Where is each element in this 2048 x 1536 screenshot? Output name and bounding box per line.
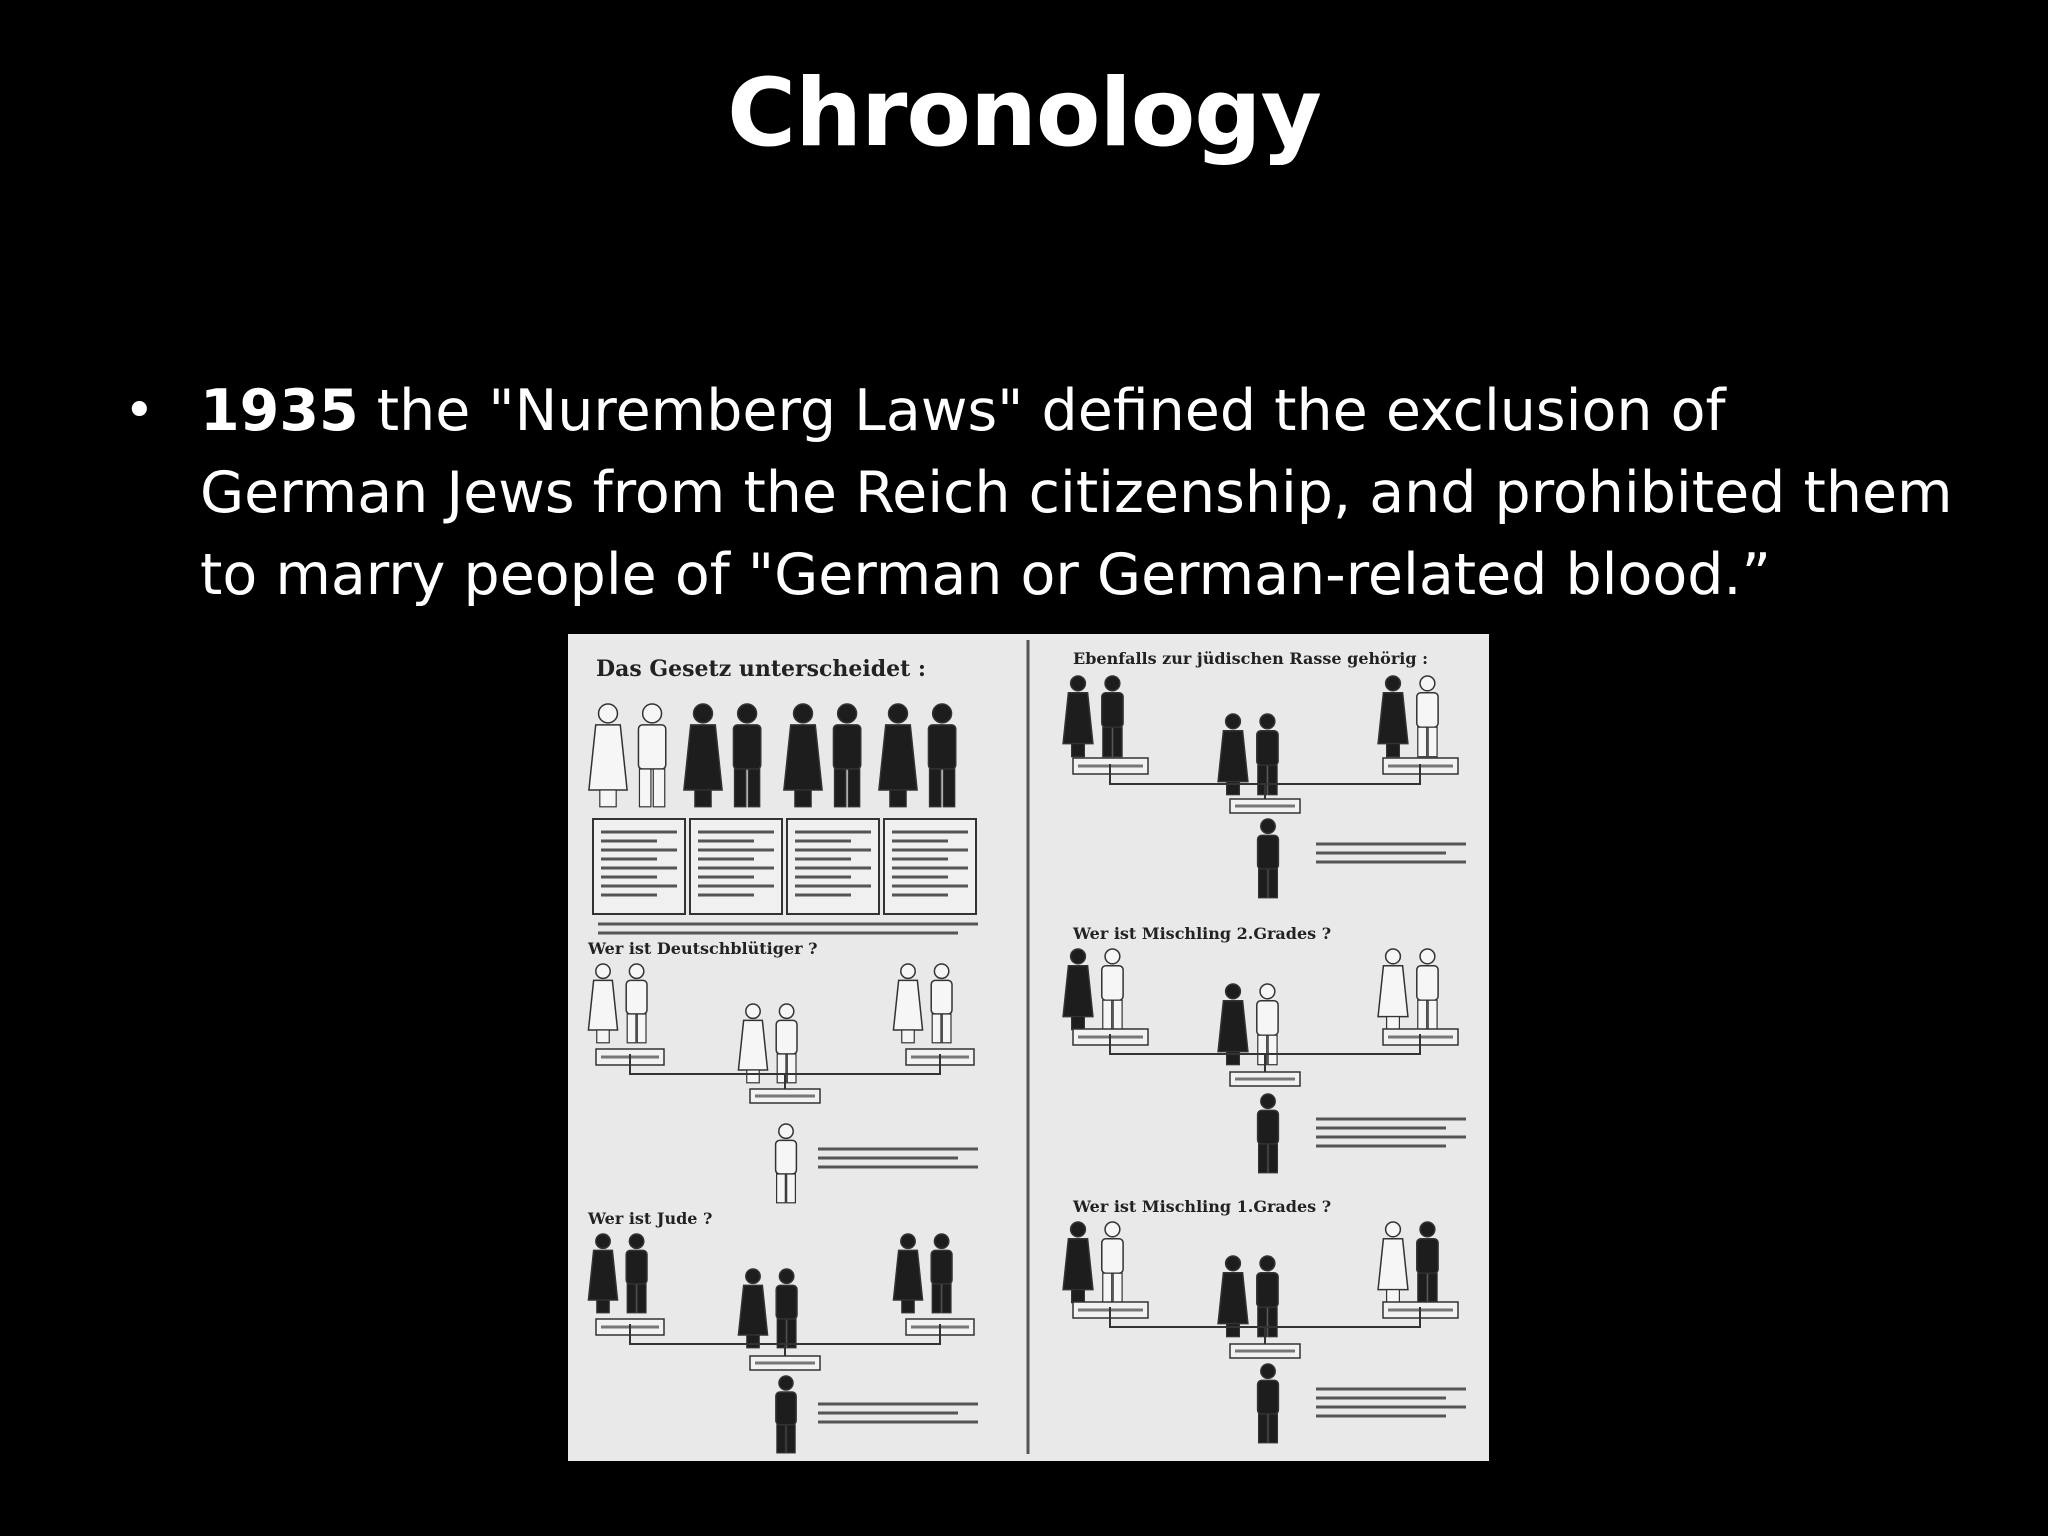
person-figure-body: [1258, 1380, 1279, 1414]
person-figure-legs: [1269, 1414, 1278, 1443]
person-figure-body: [893, 1250, 922, 1300]
person-figure-head: [1420, 676, 1435, 691]
person-figure-head: [643, 704, 662, 723]
bullet-item: [124, 370, 1954, 616]
person-figure-legs: [777, 1425, 786, 1453]
person-figure-head: [838, 704, 857, 723]
chart-section-jude: Wer ist Jude ?: [588, 1209, 713, 1228]
person-figure-legs: [848, 769, 859, 807]
person-figure-head: [1105, 1222, 1120, 1237]
person-figure-legs: [597, 1030, 609, 1043]
person-figure-body: [1218, 1273, 1248, 1324]
person-figure-head: [746, 1004, 760, 1018]
person-figure-body: [931, 980, 952, 1014]
person-figure-body: [1258, 1110, 1279, 1144]
person-figure-legs: [1268, 1307, 1277, 1337]
person-figure-head: [1226, 1256, 1241, 1271]
person-figure-legs: [1418, 727, 1427, 757]
person-figure-head: [629, 1234, 643, 1248]
person-figure-body: [1102, 966, 1123, 1000]
person-figure-head: [1226, 714, 1241, 729]
person-figure-body: [1257, 1001, 1278, 1035]
person-figure-legs: [1268, 1035, 1277, 1065]
person-figure-body: [1102, 693, 1123, 727]
person-figure-body: [589, 725, 627, 790]
person-figure-head: [1105, 949, 1120, 964]
person-figure-legs: [600, 790, 616, 807]
person-figure-legs: [627, 1014, 636, 1043]
person-figure-body: [1258, 835, 1279, 869]
person-figure-legs: [1269, 1144, 1278, 1173]
person-figure-body: [776, 1285, 797, 1319]
person-figure-legs: [787, 1425, 796, 1453]
person-figure-legs: [942, 1014, 951, 1043]
person-figure-body: [1063, 693, 1093, 744]
chart-illustration: [568, 634, 1489, 1461]
person-figure-head: [901, 1234, 915, 1248]
person-figure-head: [934, 964, 948, 978]
person-figure-legs: [932, 1284, 941, 1313]
person-figure-legs: [627, 1284, 636, 1313]
person-figure-legs: [942, 1284, 951, 1313]
person-figure-body: [776, 1140, 797, 1174]
person-figure-body: [1417, 693, 1438, 727]
person-figure-head: [933, 704, 952, 723]
person-figure-body: [684, 725, 722, 790]
person-figure-legs: [932, 1014, 941, 1043]
person-figure-body: [776, 1020, 797, 1054]
person-figure-legs: [1428, 1000, 1437, 1030]
person-figure-head: [794, 704, 813, 723]
person-figure-head: [596, 1234, 610, 1248]
person-figure-body: [733, 725, 760, 769]
person-figure-head: [1260, 1256, 1275, 1271]
person-figure-legs: [1113, 1273, 1122, 1303]
person-figure-body: [588, 980, 617, 1030]
person-figure-legs: [1387, 744, 1400, 757]
person-figure-legs: [795, 790, 811, 807]
person-figure-head: [1071, 676, 1086, 691]
person-figure-head: [1260, 714, 1275, 729]
chart-section-mischling-1: Wer ist Mischling 1.Grades ?: [1073, 1197, 1332, 1216]
person-figure-legs: [1418, 1273, 1427, 1303]
person-figure-body: [1378, 966, 1408, 1017]
person-figure-legs: [1269, 869, 1278, 898]
person-figure-body: [1102, 1239, 1123, 1273]
person-figure-head: [1261, 819, 1275, 833]
person-figure-body: [626, 1250, 647, 1284]
person-figure-body: [626, 980, 647, 1014]
person-figure-body: [738, 1285, 767, 1335]
person-figure-head: [1071, 949, 1086, 964]
person-figure-legs: [890, 790, 906, 807]
person-figure-legs: [787, 1174, 796, 1203]
person-figure-legs: [747, 1070, 759, 1083]
person-figure-body: [588, 1250, 617, 1300]
person-figure-legs: [695, 790, 711, 807]
person-figure-legs: [902, 1030, 914, 1043]
person-figure-legs: [1259, 1414, 1268, 1443]
person-figure-head: [1420, 949, 1435, 964]
person-figure-legs: [597, 1300, 609, 1313]
person-figure-legs: [902, 1300, 914, 1313]
person-figure-legs: [1072, 744, 1085, 757]
person-figure-legs: [637, 1284, 646, 1313]
person-figure-head: [1261, 1364, 1275, 1378]
person-figure-head: [901, 964, 915, 978]
person-figure-body: [638, 725, 665, 769]
person-figure-head: [1226, 984, 1241, 999]
person-figure-head: [694, 704, 713, 723]
person-figure-legs: [929, 769, 940, 807]
person-figure-legs: [637, 1014, 646, 1043]
person-figure-legs: [747, 1335, 759, 1348]
person-figure-body: [833, 725, 860, 769]
slide-title: Chronology: [727, 59, 1321, 168]
person-figure-body: [1257, 1273, 1278, 1307]
person-figure-legs: [653, 769, 664, 807]
person-figure-legs: [1227, 1324, 1240, 1337]
person-figure-head: [596, 964, 610, 978]
person-figure-body: [1378, 1239, 1408, 1290]
person-figure-body: [784, 725, 822, 790]
person-figure-legs: [1259, 869, 1268, 898]
person-figure-head: [889, 704, 908, 723]
person-figure-legs: [1113, 727, 1122, 757]
person-figure-body: [776, 1392, 796, 1425]
person-figure-legs: [1268, 765, 1277, 795]
person-figure-head: [1071, 1222, 1086, 1237]
person-figure-head: [629, 964, 643, 978]
person-figure-body: [1218, 731, 1248, 782]
person-figure-head: [779, 1124, 793, 1138]
bullet-body: the "Nuremberg Laws" defined the exclusion of German Jews from the Reich citizenship, and prohibited them to marry people of "German or German-related blood.”: [200, 378, 1953, 608]
person-figure-legs: [1259, 1144, 1268, 1173]
person-figure-head: [1386, 676, 1401, 691]
person-figure-head: [779, 1376, 793, 1390]
person-figure-head: [1386, 949, 1401, 964]
person-figure-legs: [777, 1174, 786, 1203]
person-figure-body: [893, 980, 922, 1030]
person-figure-head: [1105, 676, 1120, 691]
person-figure-legs: [1387, 1290, 1400, 1303]
person-figure-legs: [1072, 1017, 1085, 1030]
bullet-year: 1935: [200, 378, 359, 444]
person-figure-legs: [748, 769, 759, 807]
bullet-marker: •: [124, 381, 155, 441]
chart-section-deutschbluetig: Wer ist Deutschblütiger ?: [588, 939, 818, 958]
bullet-text: [200, 370, 1954, 616]
person-figure-head: [1261, 1094, 1275, 1108]
person-figure-head: [599, 704, 618, 723]
person-figure-legs: [1113, 1000, 1122, 1030]
person-figure-legs: [1103, 727, 1112, 757]
person-figure-head: [738, 704, 757, 723]
person-figure-head: [934, 1234, 948, 1248]
person-figure-head: [1386, 1222, 1401, 1237]
person-figure-body: [1417, 1239, 1438, 1273]
nuremberg-laws-chart-image: [568, 634, 1489, 1461]
chart-section-mischling-2: Wer ist Mischling 2.Grades ?: [1073, 924, 1332, 943]
person-figure-body: [1417, 966, 1438, 1000]
person-figure-body: [1257, 731, 1278, 765]
chart-right-heading: Ebenfalls zur jüdischen Rasse gehörig :: [1073, 649, 1428, 668]
person-figure-legs: [1072, 1290, 1085, 1303]
person-figure-body: [928, 725, 955, 769]
person-figure-head: [779, 1269, 793, 1283]
person-figure-head: [1420, 1222, 1435, 1237]
person-figure-legs: [1103, 1273, 1112, 1303]
person-figure-legs: [834, 769, 845, 807]
person-figure-body: [931, 1250, 952, 1284]
person-figure-head: [746, 1269, 760, 1283]
person-figure-body: [1378, 693, 1408, 744]
person-figure-legs: [1418, 1000, 1427, 1030]
person-figure-legs: [1428, 727, 1437, 757]
person-figure-legs: [787, 1054, 796, 1083]
person-figure-body: [1218, 1001, 1248, 1052]
person-figure-legs: [1387, 1017, 1400, 1030]
person-figure-body: [1063, 1239, 1093, 1290]
person-figure-legs: [943, 769, 954, 807]
person-figure-body: [879, 725, 917, 790]
chart-left-heading: Das Gesetz unterscheidet :: [596, 656, 927, 682]
person-figure-head: [1260, 984, 1275, 999]
person-figure-legs: [639, 769, 650, 807]
person-figure-head: [779, 1004, 793, 1018]
person-figure-legs: [734, 769, 745, 807]
person-figure-legs: [1103, 1000, 1112, 1030]
person-figure-legs: [1428, 1273, 1437, 1303]
person-figure-body: [738, 1020, 767, 1070]
person-figure-body: [1063, 966, 1093, 1017]
